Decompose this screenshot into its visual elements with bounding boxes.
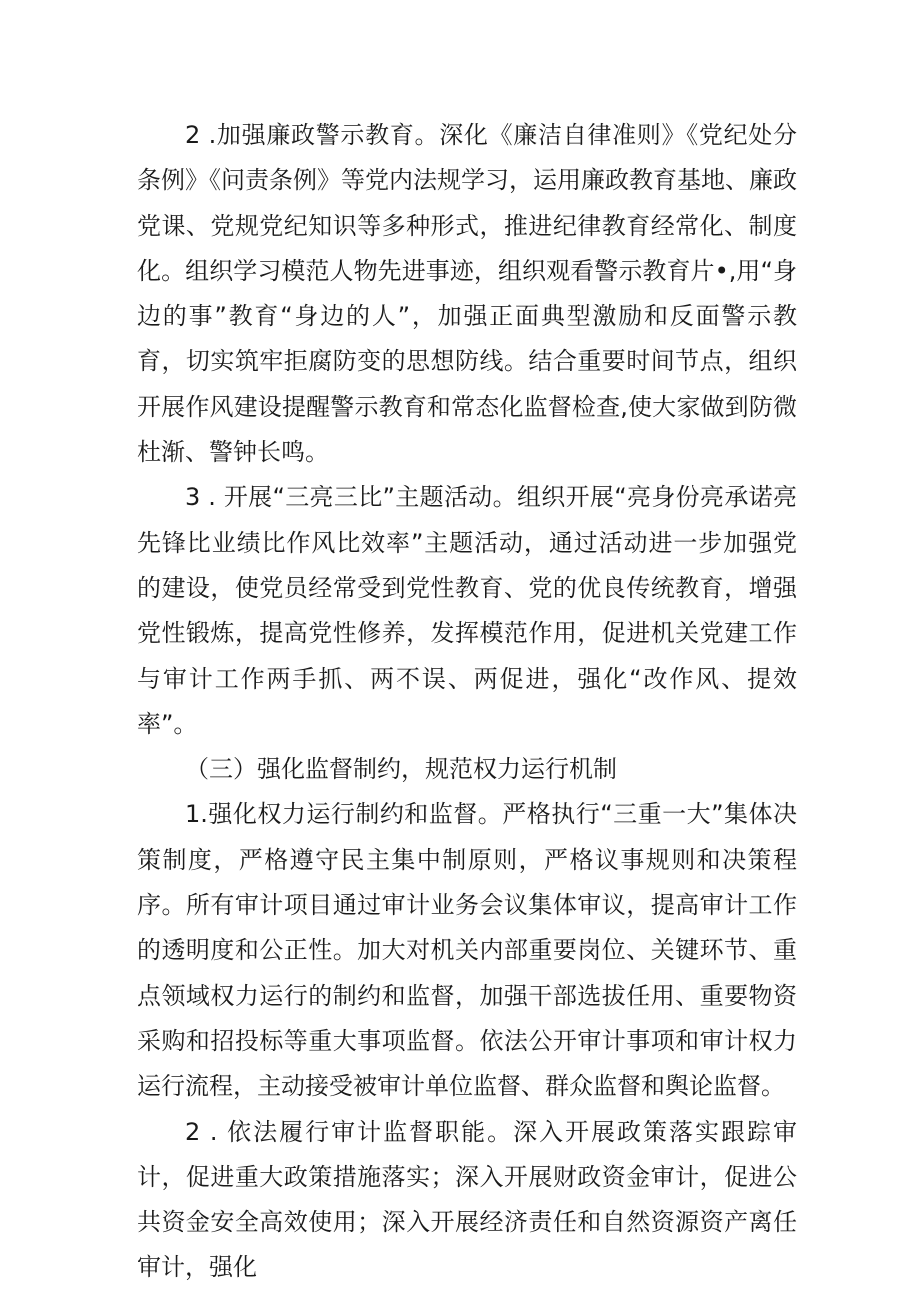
paragraph-three-highlights-activity: 3 . 开展“三亮三比”主题活动。组织开展“亮身份亮承诺亮先锋比业绩比作风比效率”主题活动，通过活动进一步加强党的建设，使党员经常受到党性教育、党的优良传统教育，增强党性锻炼，提高党性修养，发挥模范作用，促进机关党建工作与审计工作两手抓、两不误、两促进，强化“改作风、提效率”。 <box>137 483 797 738</box>
document-body <box>137 113 797 1291</box>
paragraph-power-supervision: 1.强化权力运行制约和监督。严格执行“三重一大”集体决策制度，严格遵守民主集中制原则，严格议事规则和决策程序。所有审计项目通过审计业务会议集体审议，提高审计工作的透明度和公正性。加大对机关内部重要岗位、关键环节、重点领域权力运行的制约和监督，加强干部选拔任用、重要物资采购和招投标等重大事项监督。依法公开审计事项和审计权力运行流程，主动接受被审计单位监督、群众监督和舆论监督。 <box>137 800 797 1101</box>
paragraph-discipline-education: 2 .加强廉政警示教育。深化《廉洁自律准则》《党纪处分条例》《问责条例》等党内法规学习，运用廉政教育基地、廉政党课、党规党纪知识等多种形式，推进纪律教育经常化、制度化。组织学习模范人物先进事迹，组织观看警示教育片•,用“身边的事”教育“身边的人”，加强正面典型激励和反面警示教育，切实筑牢拒腐防变的思想防线。结合重要时间节点，组织开展作风建设提醒警示教育和常态化监督检查,使大家做到防微杜渐、警钟长鸣。 <box>137 121 797 467</box>
paragraph-audit-duties: 2 . 依法履行审计监督职能。深入开展政策落实跟踪审计，促进重大政策措施落实；深入开展财政资金审计，促进公共资金安全高效使用；深入开展经济责任和自然资源资产离任审计，强化 <box>137 1117 797 1282</box>
section-heading-supervision: （三）强化监督制约，规范权力运行机制 <box>185 755 617 784</box>
